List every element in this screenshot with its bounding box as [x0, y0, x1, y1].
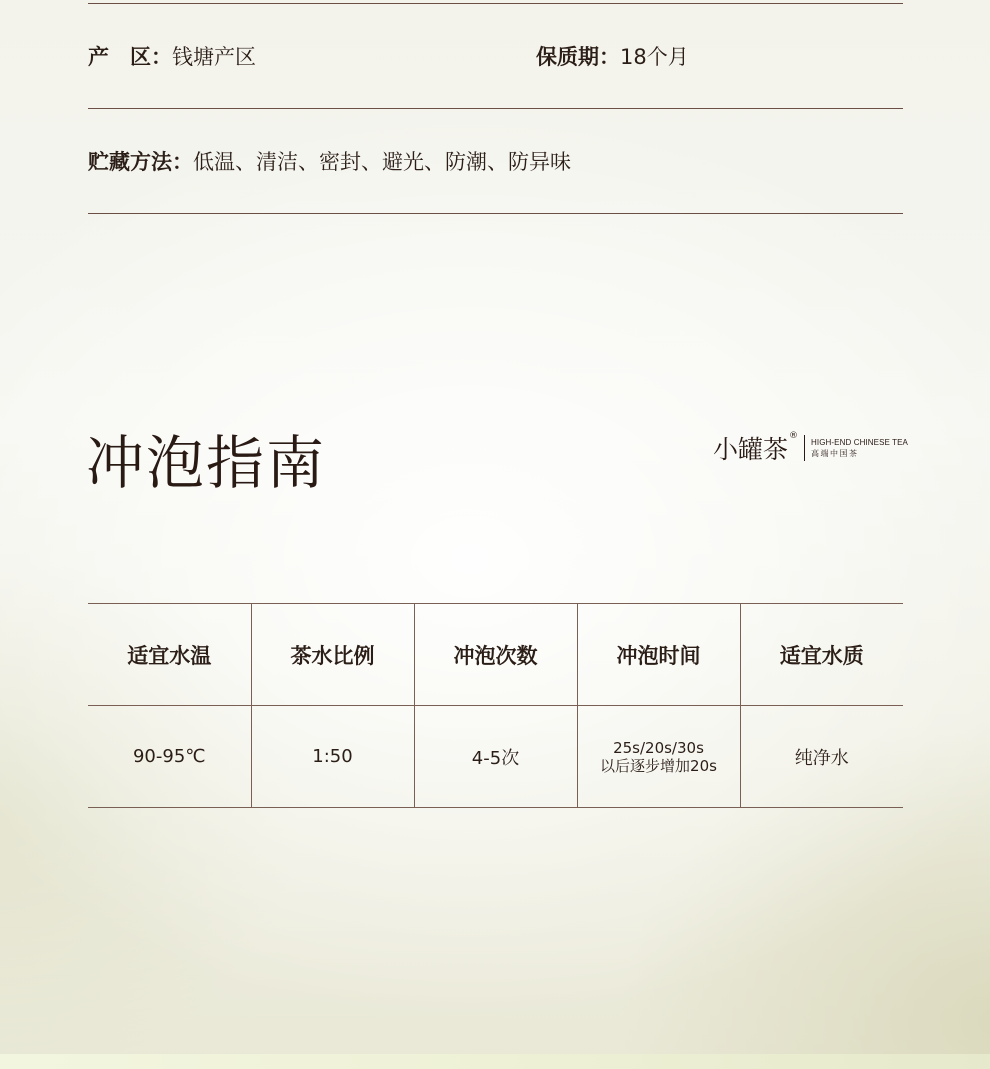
origin-row: [88, 42, 256, 72]
registered-mark: ®: [789, 431, 799, 441]
header-water-quality: 适宜水质: [740, 604, 903, 706]
brand-name: 小罐茶: [713, 435, 789, 464]
brand-separator: [804, 435, 805, 461]
table-header-row: [88, 604, 903, 706]
page-title: 冲泡指南: [86, 429, 327, 497]
cell-infusion-count: 4-5次: [414, 706, 577, 808]
storage-value: 低温、清洁、密封、避光、防潮、防异味: [193, 150, 571, 174]
brand-logo: [713, 430, 908, 466]
table-row: [88, 706, 903, 808]
header-water-temp: 适宜水温: [88, 604, 251, 706]
storage-label: 贮藏方法：: [88, 150, 193, 174]
header-infusion-count: 冲泡次数: [414, 604, 577, 706]
steep-time-line-1: 25s/20s/30s: [613, 738, 704, 757]
divider-top: [88, 3, 903, 4]
cell-water-temp: 90-95℃: [88, 706, 251, 808]
shelf-life-label: 保质期：: [536, 45, 620, 69]
steep-time-line-2: 以后逐步增加20s: [600, 756, 717, 775]
brand-english: HIGH-END CHINESE TEA: [811, 437, 908, 447]
brand-tagline-block: [811, 438, 908, 459]
cell-steep-time: [577, 706, 740, 808]
shelf-life-row: [536, 42, 689, 72]
bottom-strip: [0, 1054, 990, 1069]
cell-tea-water-ratio: 1:50: [251, 706, 414, 808]
header-tea-water-ratio: 茶水比例: [251, 604, 414, 706]
divider-bottom: [88, 213, 903, 214]
brand-tagline: 高端中国茶: [811, 448, 859, 458]
divider-middle: [88, 108, 903, 109]
shelf-life-value: 18个月: [620, 45, 689, 69]
header-steep-time: 冲泡时间: [577, 604, 740, 706]
brewing-guide-table: [88, 603, 903, 808]
origin-value: 钱塘产区: [172, 45, 256, 69]
cell-water-quality: 纯净水: [740, 706, 903, 808]
storage-row: [88, 147, 571, 177]
origin-label: 产 区：: [88, 45, 172, 69]
